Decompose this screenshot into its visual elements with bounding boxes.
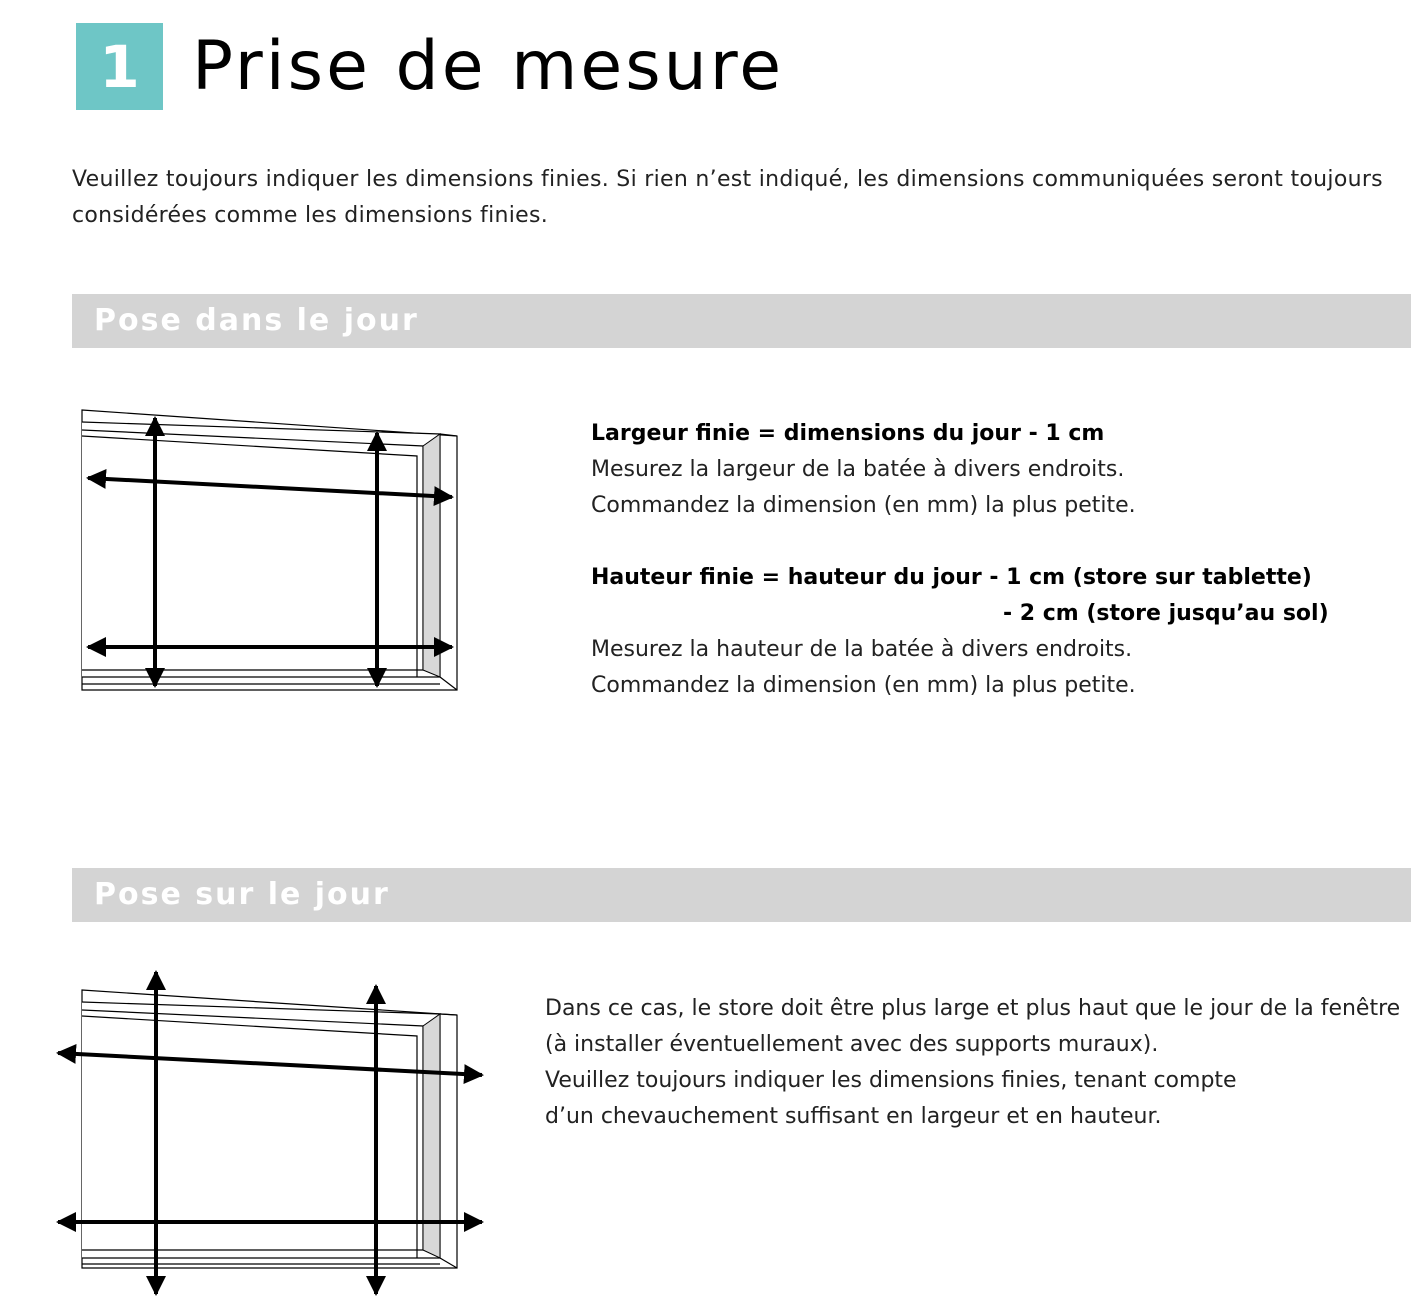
window-reveal-side: [423, 434, 440, 677]
page-title: Prise de mesure: [192, 27, 785, 106]
height-line: Mesurez la hauteur de la batée à divers endroits.: [591, 637, 1133, 662]
intro-text: Veuillez toujours indiquer les dimensions finies. Si rien n’est indiqué, les dimensions communiquées seront toujours considérées comme les dimensions finies.: [72, 167, 1383, 228]
outside-mount-instructions: [545, 991, 1423, 1135]
section-heading-outside-mount: Pose sur le jour: [72, 868, 1411, 922]
width-rule: Largeur finie = dimensions du jour - 1 cm: [591, 421, 1105, 446]
window-outside-mount-diagram: [0, 955, 520, 1309]
outside-mount-line: Veuillez toujours indiquer les dimensions finies, tenant compte: [545, 1068, 1237, 1093]
height-rule: Hauteur finie = hauteur du jour - 1 cm (store sur tablette): [591, 565, 1312, 590]
width-line: Commandez la dimension (en mm) la plus petite.: [591, 493, 1136, 518]
outside-mount-line: Dans ce cas, le store doit être plus large et plus haut que le jour de la fenêtre: [545, 996, 1401, 1021]
height-rule-floor: - 2 cm (store jusqu’au sol): [1003, 601, 1329, 626]
outside-mount-line: (à installer éventuellement avec des supports muraux).: [545, 1032, 1159, 1057]
height-line: Commandez la dimension (en mm) la plus petite.: [591, 673, 1136, 698]
inside-mount-instructions: [591, 416, 1401, 704]
section-heading-inside-mount: Pose dans le jour: [72, 294, 1411, 348]
section-number-badge: 1: [76, 23, 163, 110]
width-line: Mesurez la largeur de la batée à divers endroits.: [591, 457, 1125, 482]
outside-mount-line: d’un chevauchement suffisant en largeur et en hauteur.: [545, 1104, 1162, 1129]
window-inside-mount-diagram: [0, 395, 520, 705]
window-frame-outline: [82, 990, 457, 1268]
